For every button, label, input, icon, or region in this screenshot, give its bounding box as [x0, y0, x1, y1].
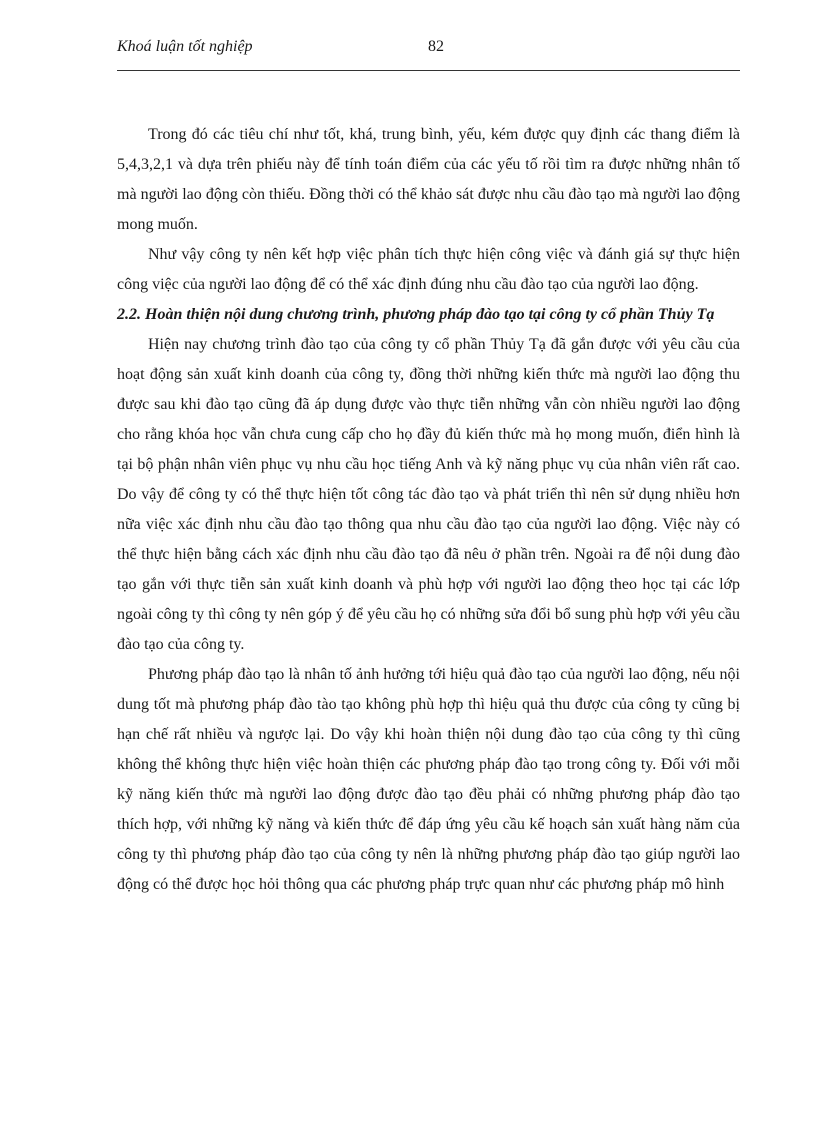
document-body [117, 120, 740, 900]
paragraph: Phương pháp đào tạo là nhân tố ảnh hưởng tới hiệu quả đào tạo của người lao động, nếu nội dung tốt mà phương pháp đào tào tạo không phù hợp thì hiệu quả thu được của công ty cũng bị hạn chế rất nhiều và ngược lại. Do vậy khi hoàn thiện nội dung đào tạo của công ty thì cũng không thể không thực hiện việc hoàn thiện các phương pháp đào tạo trong công ty. Đối với mỗi kỹ năng kiến thức mà người lao động được đào tạo đều phải có những phương pháp đào tạo thích hợp, với những kỹ năng và kiến thức để đáp ứng yêu cầu kế hoạch sản xuất hàng năm của công ty thì phương pháp đào tạo của công ty nên là những phương pháp đào tạo giúp người lao động có thể được học hỏi thông qua các phương pháp trực quan như các phương pháp mô hình [117, 666, 740, 893]
paragraph: Trong đó các tiêu chí như tốt, khá, trung bình, yếu, kém được quy định các thang điểm là 5,4,3,2,1 và dựa trên phiếu này để tính toán điểm của các yếu tố rồi tìm ra được những nhân tố mà người lao động còn thiếu. Đồng thời có thể khảo sát được nhu cầu đào tạo mà người lao động mong muốn. [117, 126, 740, 233]
page-number: 82 [428, 38, 444, 55]
paragraph: Như vậy công ty nên kết hợp việc phân tích thực hiện công việc và đánh giá sự thực hiện công việc của người lao động để có thể xác định đúng nhu cầu đào tạo của người lao động. [117, 246, 740, 293]
document-title: Khoá luận tốt nghiệp [117, 38, 253, 55]
page-header [117, 36, 740, 71]
paragraph: Hiện nay chương trình đào tạo của công ty cổ phần Thủy Tạ đã gắn được với yêu cầu của hoạt động sản xuất kinh doanh của công ty, đồng thời những kiến thức mà người lao động thu được sau khi đào tạo cũng đã áp dụng được vào thực tiễn những vẫn còn nhiều người lao động cho rằng khóa học vẫn chưa cung cấp cho họ đầy đủ kiến thức mà họ mong muốn, điển hình là tại bộ phận nhân viên phục vụ nhu cầu học tiếng Anh và kỹ năng phục vụ của nhân viên rất cao. Do vậy để công ty có thể thực hiện tốt công tác đào tạo và phát triển thì nên sử dụng nhiều hơn nữa việc xác định nhu cầu đào tạo thông qua nhu cầu đào tạo của người lao động. Việc này có thể thực hiện bằng cách xác định nhu cầu đào tạo đã nêu ở phần trên. Ngoài ra để nội dung đào tạo gắn với thực tiễn sản xuất kinh doanh và phù hợp với người lao động theo học tại các lớp ngoài công ty thì công ty nên góp ý để yêu cầu họ có những sửa đổi bổ sung phù hợp với yêu cầu đào tạo của công ty. [117, 336, 740, 653]
section-heading: 2.2. Hoàn thiện nội dung chương trình, phương pháp đào tạo tại công ty cổ phần Thủy Tạ [117, 306, 715, 323]
